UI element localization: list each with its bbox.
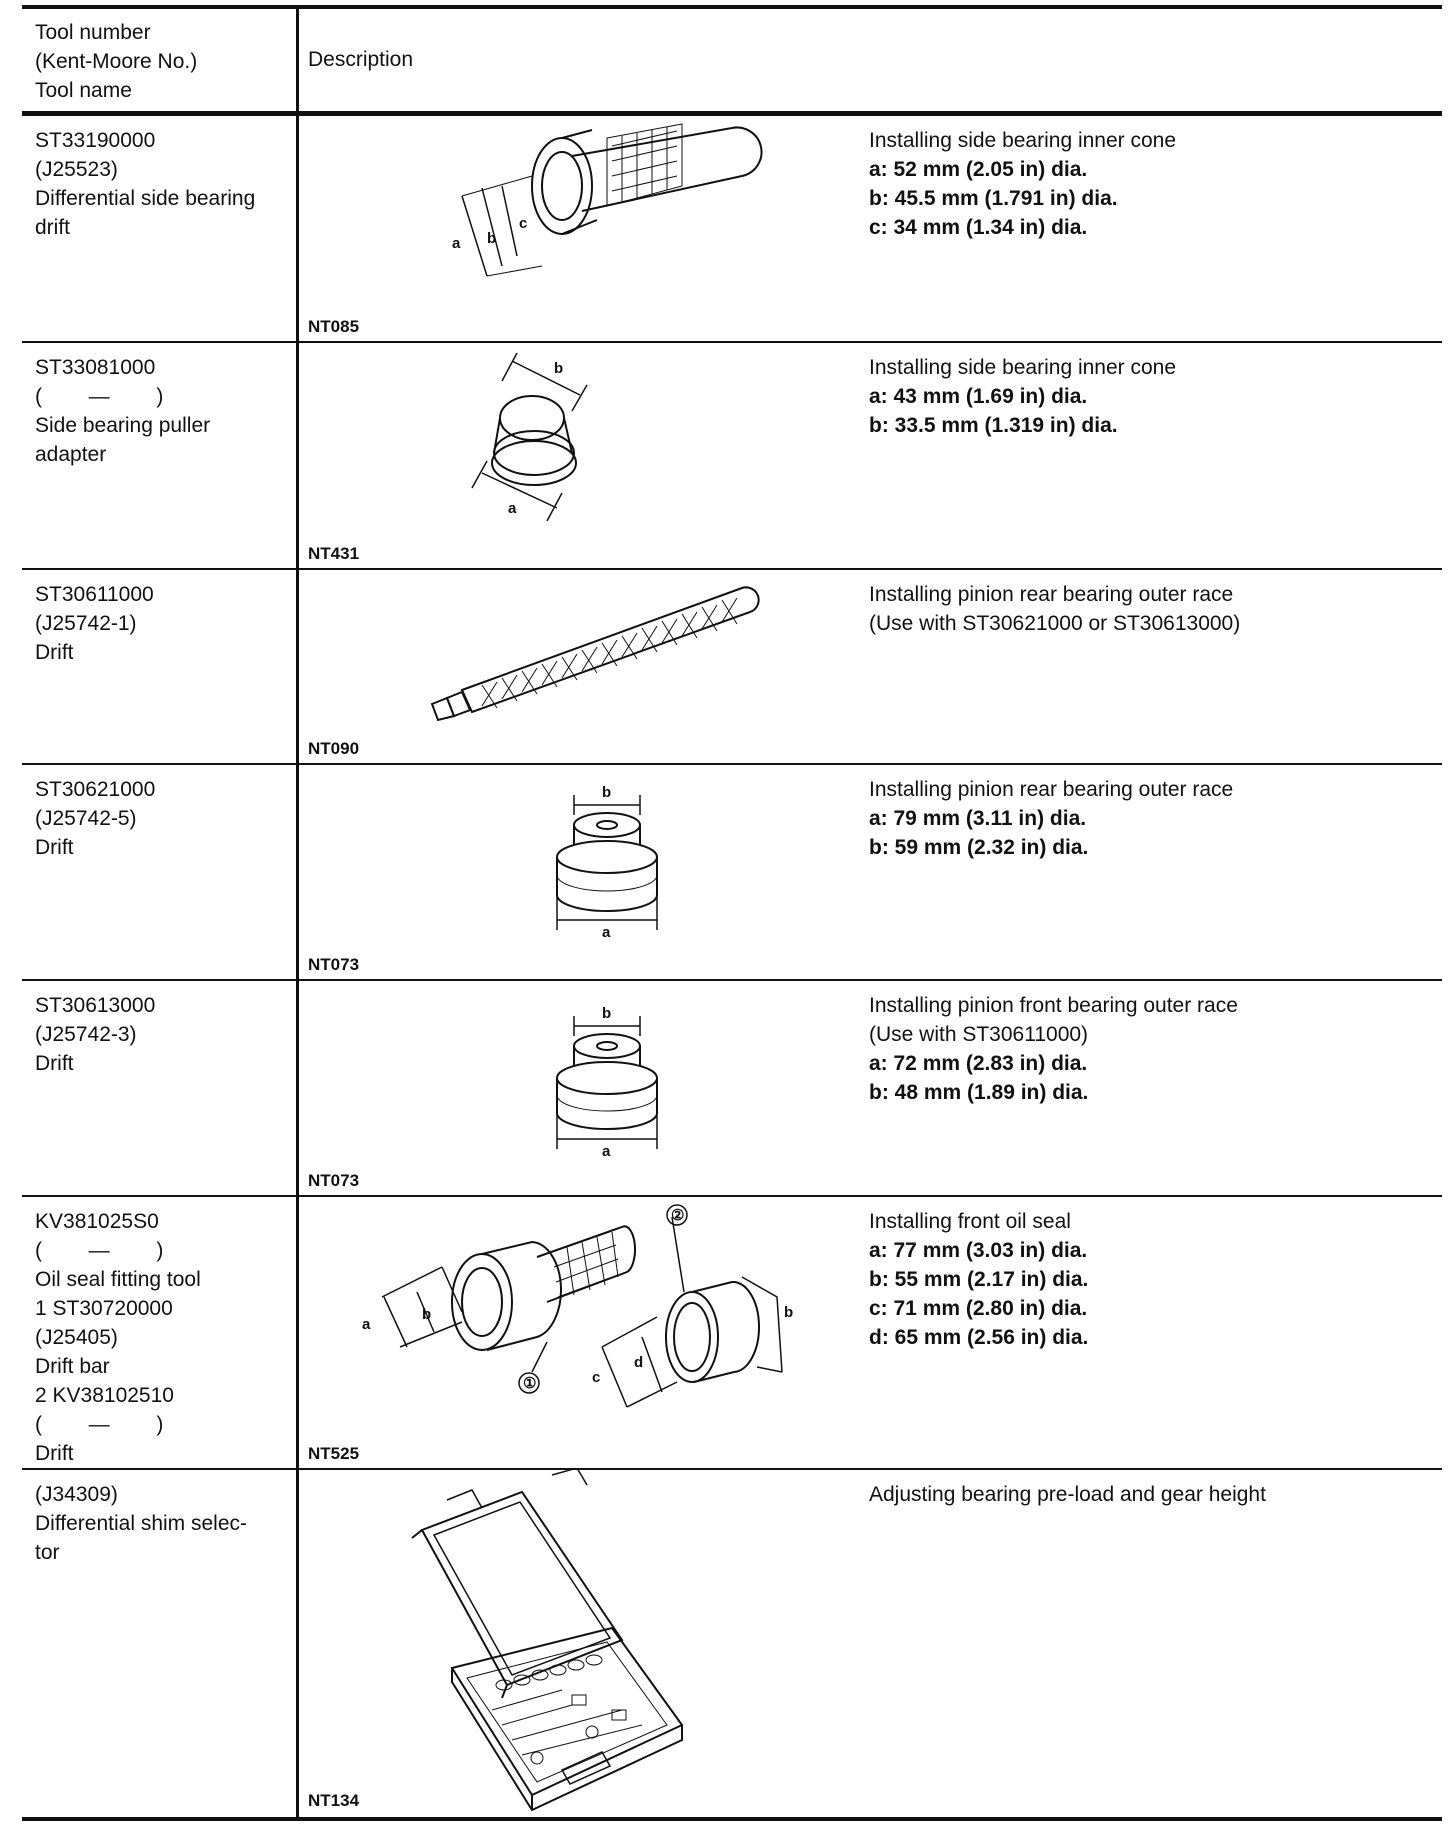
figure-code: NT090	[308, 739, 360, 758]
figure-code: NT525	[308, 1444, 360, 1463]
tool-id: KV381025S0 ( — ) Oil seal fitting tool 1 ST30720000 (J25405) Drift bar 2 KV38102510 ( — ) Drift	[35, 1210, 201, 1465]
tool-id: ST30611000 (J25742-1) Drift	[35, 583, 154, 664]
tool-description	[869, 353, 1429, 440]
figure-label: ①	[523, 1375, 537, 1392]
spec-line: b: 48 mm (1.89 in) dia.	[869, 1081, 1089, 1104]
description-line: Installing side bearing inner cone	[869, 356, 1177, 379]
tool-id: ST30621000 (J25742-5) Drift	[35, 778, 156, 859]
tool-description	[869, 991, 1429, 1107]
figure-label: b	[602, 784, 612, 801]
tool-id: ST33190000 (J25523) Differential side bearing drift	[35, 129, 256, 239]
figure-code: NT431	[308, 544, 360, 563]
description-line: Installing pinion rear bearing outer race	[869, 583, 1234, 606]
tool-description	[869, 1480, 1429, 1509]
header-tool-column: Tool number (Kent-Moore No.) Tool name	[35, 21, 198, 102]
table-bottom-rule	[22, 1817, 1442, 1821]
figure-label: a	[508, 500, 517, 517]
table-row	[22, 1197, 1442, 1470]
figure-code: NT073	[308, 955, 360, 974]
table-row	[22, 1470, 1442, 1817]
tool-figure-shim-selector-kit	[322, 1470, 852, 1817]
tool-figure-side-bearing-drift	[322, 116, 852, 343]
tool-figure-oil-seal-fitting-tool	[322, 1197, 852, 1470]
tool-id: (J34309) Differential shim selec- tor	[35, 1483, 248, 1564]
figure-label: d	[634, 1354, 644, 1371]
tool-id: ST33081000 ( — ) Side bearing puller adapter	[35, 356, 211, 466]
description-line: (Use with ST30621000 or ST30613000)	[869, 612, 1241, 635]
spec-line: a: 79 mm (3.11 in) dia.	[869, 807, 1087, 830]
figure-label: c	[519, 215, 528, 232]
figure-code: NT134	[308, 1791, 360, 1810]
description-line: Installing front oil seal	[869, 1210, 1071, 1233]
description-line: Installing side bearing inner cone	[869, 129, 1177, 152]
table-top-rule	[22, 5, 1442, 9]
figure-label: b	[422, 1306, 432, 1323]
description-line: (Use with ST30611000)	[869, 1023, 1089, 1046]
spec-line: b: 55 mm (2.17 in) dia.	[869, 1268, 1089, 1291]
spec-line: b: 45.5 mm (1.791 in) dia.	[869, 187, 1118, 210]
tool-description	[869, 126, 1429, 242]
tool-description	[869, 580, 1429, 638]
figure-label: a	[602, 924, 611, 941]
figure-label: b	[487, 230, 497, 247]
spec-line: a: 43 mm (1.69 in) dia.	[869, 385, 1088, 408]
figure-code: NT085	[308, 317, 360, 336]
figure-label: b	[784, 1304, 794, 1321]
tool-description	[869, 1207, 1429, 1352]
table-row	[22, 116, 1442, 343]
spec-line: b: 33.5 mm (1.319 in) dia.	[869, 414, 1118, 437]
description-line: Installing pinion rear bearing outer race	[869, 778, 1234, 801]
description-line: Adjusting bearing pre-load and gear height	[869, 1483, 1266, 1506]
table-row	[22, 765, 1442, 981]
tool-figure-puller-adapter	[322, 343, 852, 570]
figure-label: a	[452, 235, 461, 252]
table-row	[22, 570, 1442, 765]
figure-label: a	[362, 1316, 371, 1333]
spec-line: a: 77 mm (3.03 in) dia.	[869, 1239, 1088, 1262]
spec-line: c: 71 mm (2.80 in) dia.	[869, 1297, 1088, 1320]
spec-line: c: 34 mm (1.34 in) dia.	[869, 216, 1088, 239]
header-description-column: Description	[308, 48, 414, 71]
figure-label: ②	[671, 1207, 685, 1224]
description-line: Installing pinion front bearing outer race	[869, 994, 1238, 1017]
figure-label: a	[602, 1143, 611, 1160]
tool-figure-drift-rear	[322, 765, 852, 981]
figure-label: c	[592, 1369, 601, 1386]
spec-line: b: 59 mm (2.32 in) dia.	[869, 836, 1089, 859]
figure-label: b	[602, 1005, 612, 1022]
figure-label: b	[554, 360, 564, 377]
tool-figure-drift-bar	[322, 570, 852, 765]
tool-id: ST30613000 (J25742-3) Drift	[35, 994, 156, 1075]
spec-line: a: 72 mm (2.83 in) dia.	[869, 1052, 1088, 1075]
table-row	[22, 981, 1442, 1197]
table-row	[22, 343, 1442, 570]
tool-description	[869, 775, 1429, 862]
figure-code: NT073	[308, 1171, 360, 1190]
tool-figure-drift-front	[322, 981, 852, 1197]
spec-line: a: 52 mm (2.05 in) dia.	[869, 158, 1088, 181]
spec-line: d: 65 mm (2.56 in) dia.	[869, 1326, 1089, 1349]
